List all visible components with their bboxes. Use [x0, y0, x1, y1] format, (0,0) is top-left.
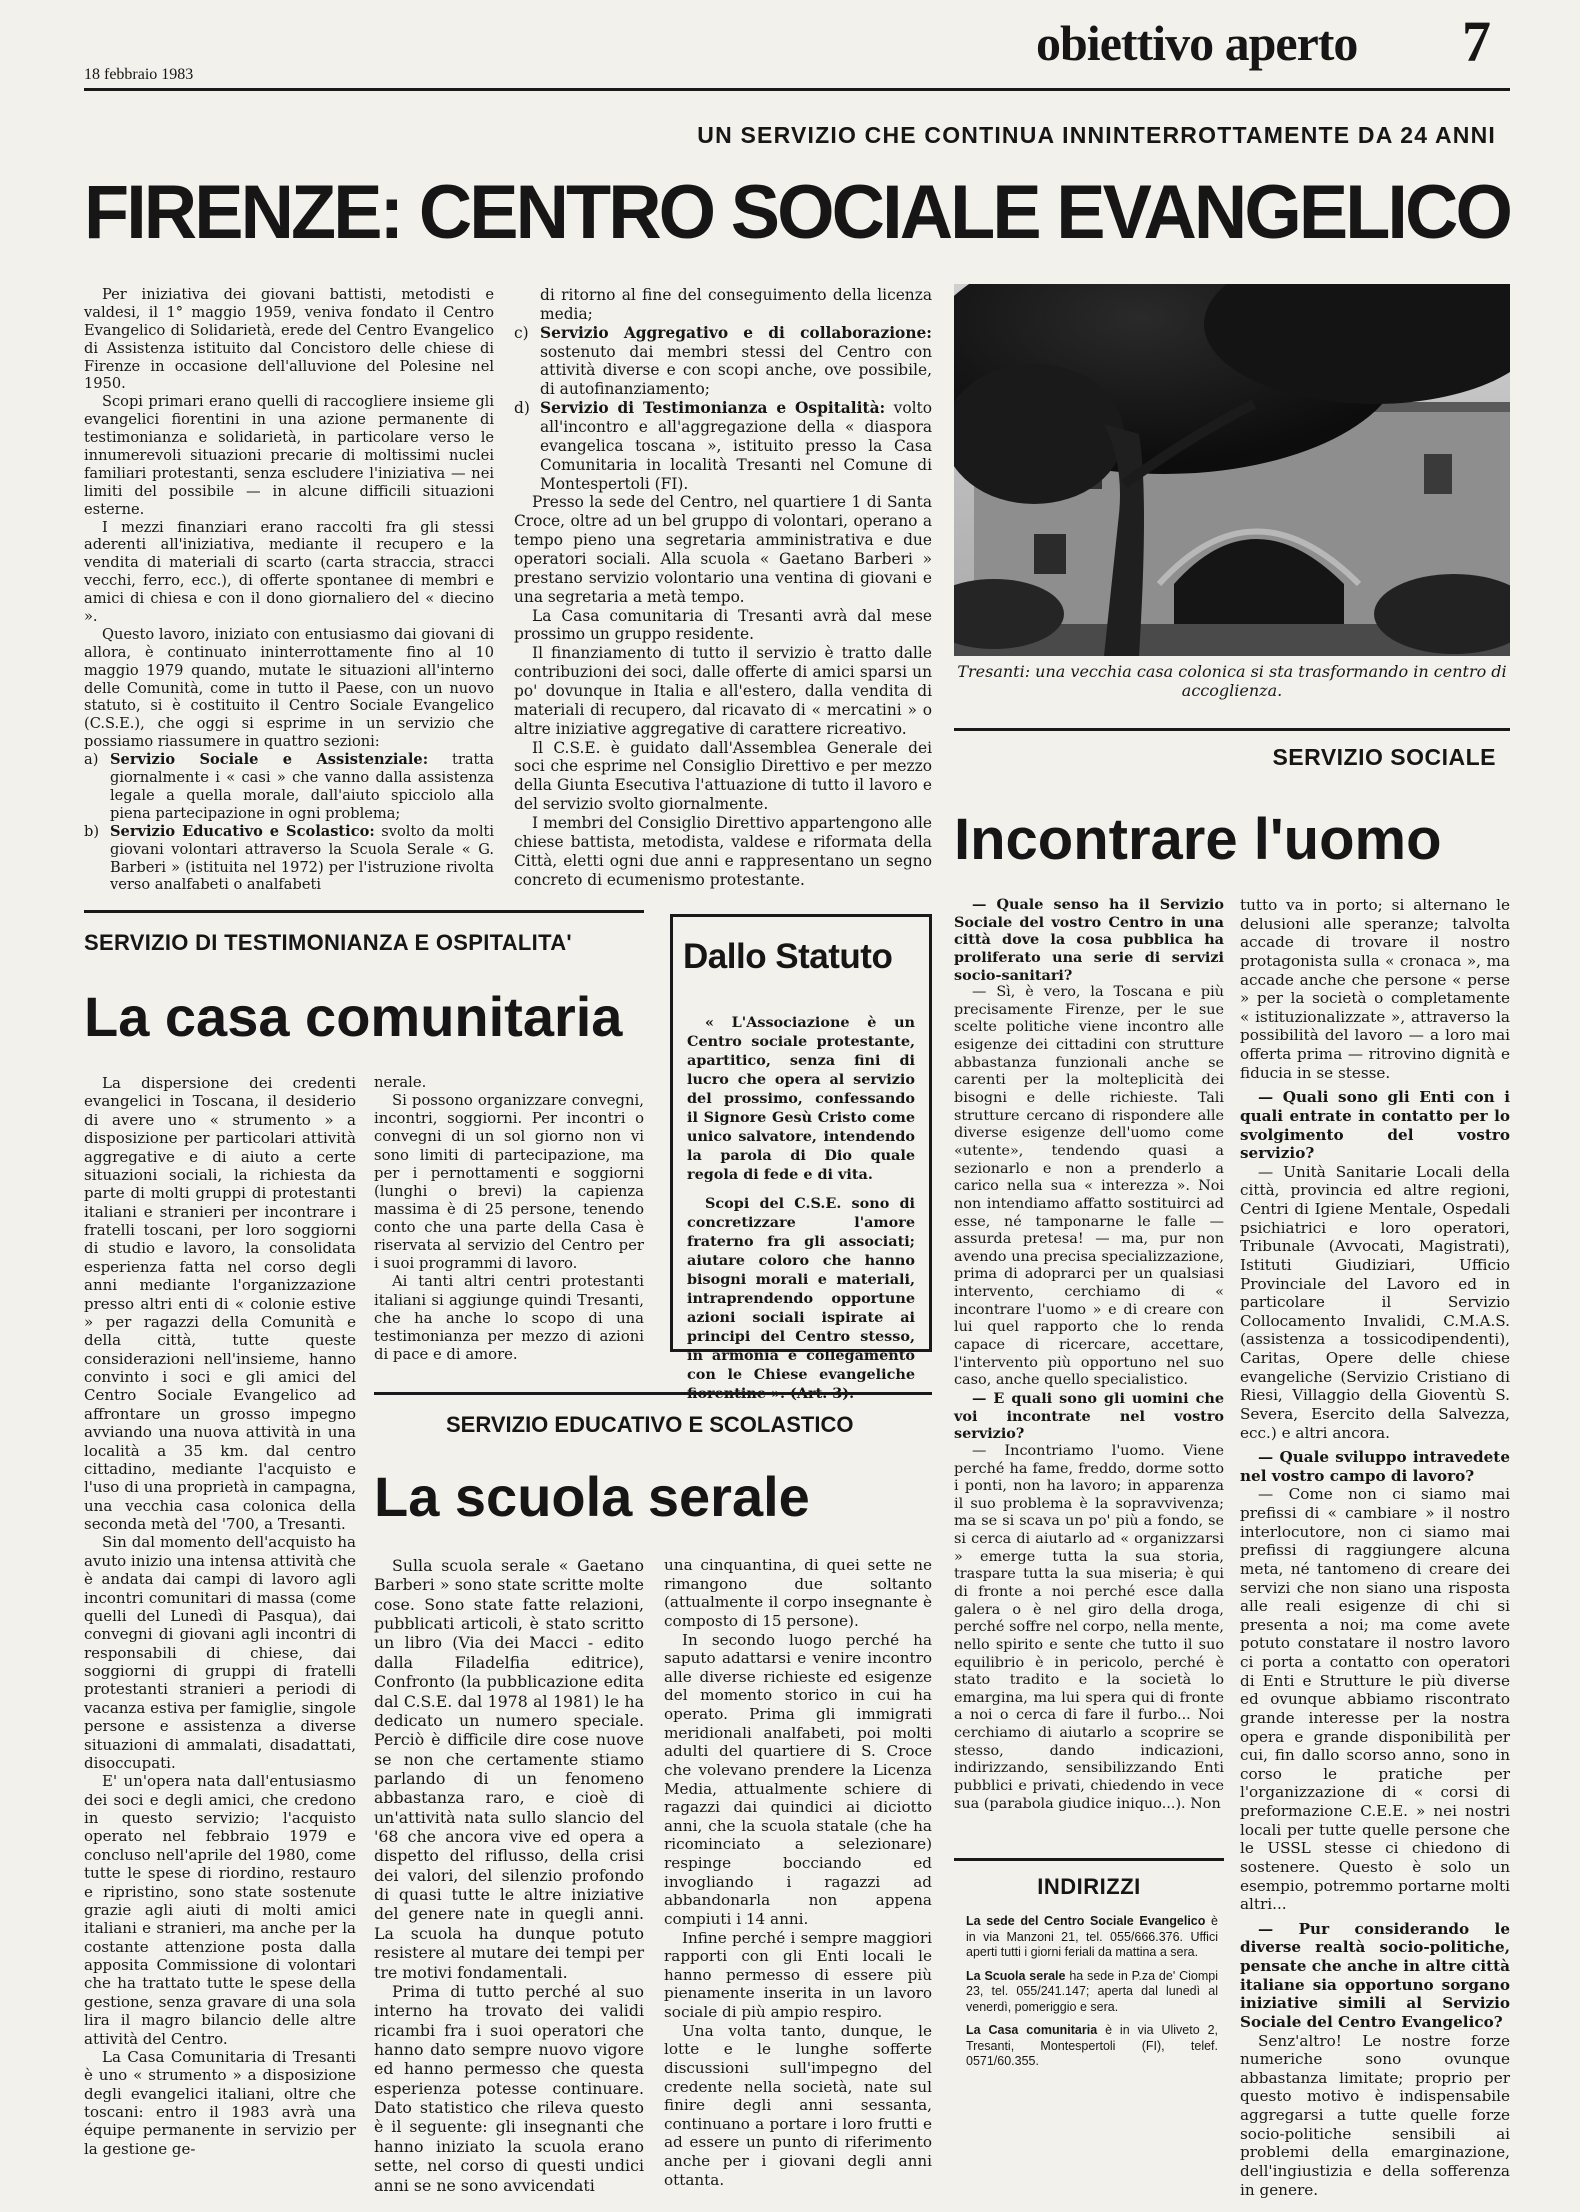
tresanti-photo: [954, 284, 1510, 656]
paragraph: I membri del Consiglio Direttivo appartengono alle chiese battista, metodista, valdese e riformata della Città, eletti ogni due anni e rappresentano un segno concreto di ecumenismo protestante.: [514, 814, 932, 889]
interview-question: — Quale senso ha il Servizio Sociale del vostro Centro in una città dove la cosa pubblica ha proliferato una serie di servizi socio-sanitari?: [954, 896, 1224, 984]
section-title: obiettivo aperto: [1036, 15, 1358, 71]
casa-title: La casa comunitaria: [84, 985, 623, 1048]
indirizzi-rule: [954, 1858, 1224, 1861]
paragraph: tutto va in porto; si alternano le delusioni alle speranze; talvolta accade di trovare il nostro protagonista sulla « cronaca », ma accade anche che persone « perse » per la società o completamente « istituzionalizzate », attraverso la possibilità del lavoro — a loro mai offerta prima — ritrovino dignità e fiducia in se stesse.: [1240, 896, 1510, 1082]
interview-answer: — Unità Sanitarie Locali della città, provincia ed altre regioni, Centri di Igiene Mentale, Ospedali psichiatrici e loro operatori, Tribunale (Avvocati, Magistrati), Istituti Giudiziari, Ufficio Provinciale del Lavoro ed in particolare il Servizio Collocamento Invalidi, C.M.A.S. (assistenza a tossicodipendenti), Caritas, Opere delle chiese evangeliche (Servizio Cristiano di Riesi, Villaggio della Gioventù S. Severa, Esercito della Salvezza, ecc.) e altri ancora.: [1240, 1162, 1510, 1442]
paragraph: Questo lavoro, iniziato con entusiasmo dai giovani di allora, è continuato ininterrottamente fino al 10 maggio 1979 quando, mutate le situazioni all'interno delle Comunità, come in tutto il Paese, con un nuovo statuto, si è costituito il Centro Sociale Evangelico (C.S.E.), che oggi si esprime in un servizio che possiamo riassumere in quattro sezioni:: [84, 625, 494, 751]
main-col-2: [514, 286, 932, 890]
casa-rule: [84, 910, 644, 913]
paragraph: E' un'opera nata dall'entusiasmo dei soci e degli amici, che credono in questo servizio; l'acquisto operato nel febbraio 1979 e concluso nell'aprile del 1980, come tutte le spese di riordino, restauro e ripristino, sono state sostenute grazie agli aiuti di molti amici italiani e stranieri, ma anche per la costante attenzione posta dalla apposita Commissione di volontari che ha trattato tutte le spese della gestione, senza gravare di una sola lira il magro bilancio delle altre attività del Centro.: [84, 1772, 356, 2048]
list-item: d) Servizio di Testimonianza e Ospitalità: volto all'incontro e all'aggregazione della « diaspora evangelica toscana », istituito presso la Casa Comunitaria in località Tresanti nel Comune di Montespertoli (FI).: [514, 399, 932, 493]
social-kicker: SERVIZIO SOCIALE: [1272, 744, 1496, 770]
paragraph: Ai tanti altri centri protestanti italiani si aggiunge quindi Tresanti, che ha anche lo scopo di una testimonianza per mezzo di azioni di pace e di amore.: [374, 1273, 644, 1363]
interview-question: — E quali sono gli uomini che voi incontrate nel vostro servizio?: [954, 1389, 1224, 1443]
paragraph: I mezzi finanziari erano raccolti fra gli stessi aderenti all'iniziativa, mediante il recupero e la vendita di materiali di scarto (carta straccia, stracci vecchi, ferro, ecc.), di offerte spontanee di membri e amici di chiesa e con il dono giornaliero del « diecino ».: [84, 518, 494, 626]
statuto-text: [687, 1013, 915, 1403]
interview-question: — Pur considerando le diverse realtà socio-politiche, pensate che anche in altre città italiane sia opportuno sorgano iniziative simili al Servizio Sociale del Centro Evangelico?: [1240, 1919, 1510, 2031]
paragraph: una cinquantina, di quei sette ne rimangono due soltanto (attualmente il corpo insegnante è composto di 15 persone).: [664, 1556, 932, 1630]
paragraph: La Casa comunitaria di Tresanti avrà dal mese prossimo un gruppo residente.: [514, 606, 932, 644]
address-item: La Casa comunitaria è in via Uliveto 2, Tresanti, Montespertoli (FI), telef. 0571/60.355.: [966, 2023, 1218, 2068]
paragraph: Si possono organizzare convegni, incontri, soggiorni. Per incontri o convegni di un sol giorno non vi sono limiti di partecipazione, ma per i pernottamenti e soggiorni (lunghi o brevi) la capienza massima è di 25 persone, tenendo conto che una parte della Casa è riservata al servizio del Centro per i suoi programmi di lavoro.: [374, 1092, 644, 1273]
paragraph: Il finanziamento di tutto il servizio è tratto dalle contribuzioni dei soci, dalle offerte di amici sparsi un po' dovunque in Italia e all'estero, dalla vendita di materiali di recupero, dal ricavato di « mercatini » o altre iniziative aggregative di carattere ricreativo.: [514, 644, 932, 738]
paragraph: « L'Associazione è un Centro sociale protestante, apartitico, senza fini di lucro che opera al servizio del prossimo, confessando il Signore Gesù Cristo come unico salvatore, intendendo la parola di Dio quale regola di fede e di vita.: [687, 1014, 915, 1183]
paragraph: Scopi del C.S.E. sono di concretizzare l'amore fraterno fra gli associati; aiutare coloro che hanno bisogni morali e materiali, intraprendendo opportune azioni sociali ispirate ai principi del Centro stesso, in armonia e collegamento con le Chiese evangeliche: [687, 1195, 915, 1383]
paragraph: Scopi primari erano quelli di raccogliere insieme gli evangelici fiorentini in una azione permanente di testimonianza e solidarietà, in particolare verso le innumerevoli situazioni precarie di moltissimi nuclei familiari protestanti, senza escludere l'iniziativa — nei limiti del possibile — in alcune difficili situazioni esterne.: [84, 393, 494, 518]
list-item: b) Servizio Educativo e Scolastico: svolto da molti giovani volontari attraverso la Scuola Serale « G. Barberi » (istituita nel 1972) per l'istruzione rivolta verso analfabeti o analfabeti: [84, 822, 495, 894]
interview-col-1: [954, 896, 1224, 1813]
scuola-col-1: [374, 1556, 644, 2195]
interview-question: — Quale sviluppo intravedete nel vostro campo di lavoro?: [1240, 1448, 1510, 1485]
paragraph: La Casa Comunitaria di Tresanti è uno « strumento » a disposizione degli evangelici italiani, oltre che toscani: entro il 1983 avrà una équipe permanente in servizio per la gestione ge-: [84, 2047, 356, 2158]
interview-col-2: [1240, 896, 1510, 2199]
farmhouse-photo-icon: [954, 284, 1510, 656]
main-title: FIRENZE: CENTRO SOCIALE EVANGELICO: [84, 170, 1510, 255]
casa-kicker: SERVIZIO DI TESTIMONIANZA E OSPITALITA': [84, 930, 572, 955]
main-kicker: UN SERVIZIO CHE CONTINUA INNINTERROTTAMENTE DA 24 ANNI: [697, 122, 1496, 148]
paragraph: di ritorno al fine del conseguimento della licenza media;: [540, 286, 932, 323]
paragraph: Sulla scuola serale « Gaetano Barberi » sono state scritte molte cose. Sono state fatte relazioni, pubblicati articoli, è stato scritto un libro (Via dei Macci - edito dalla Filadelfia editrice), Confronto (la pubblicazione edita dal C.S.E. dal 1978 al 1981) le ha dedicato un numero speciale. Perciò è difficile dire cose nuove se non che certamente stiamo parlando di un fenomeno abbastanza raro, e cioè di un'attività nata sullo slancio del '68 che ancora vive ed opera a dispetto del riflusso, della crisi dei valori, del silenzio profondo di quasi tutte le altre iniziative del genere nate in quegli anni. La scuola ha dunque potuto resistere al mutare dei tempi per tre motivi fondamentali.: [374, 1556, 644, 1982]
scuola-kicker: SERVIZIO EDUCATIVO E SCOLASTICO: [446, 1412, 854, 1437]
indirizzi-title: INDIRIZZI: [1037, 1874, 1141, 1899]
casa-col-2: [374, 1074, 644, 1364]
address-item: La Scuola serale ha sede in P.za de' Ciompi 23, tel. 055/241.147; aperta dal lunedì al venerdì, pomeriggio e sera.: [966, 1968, 1218, 2014]
paragraph: Presso la sede del Centro, nel quartiere 1 di Santa Croce, oltre ad un bel gruppo di volontari, operano a tempo pieno una segretaria amministrativa e due operatori sociali. Alla scuola « Gaetano Barberi » prestano servizio volontario una ventina di giovani e una segretaria a metà tempo.: [514, 493, 932, 606]
statuto-box: [670, 914, 932, 1383]
interview-answer: — Come non ci siamo mai prefissi di « cambiare » il nostro interlocutore, non ci siamo mai prefissi di raggiungere alcuna meta, né tantomeno di creare dei servizi che non siano una risposta alle reali esigenze di chi si presenta a noi; ma come avete potuto constatare il nostro lavoro ci porta a contatto con operatori di Enti e Strutture le più diverse ed ovunque abbiamo riscontrato grande interesse per la nostra opera e grande disponibilità per cui, fin dallo scorso anno, sono in corso le pratiche per l'organizzazione di « corsi di preformazione C.E.E. » nei nostri locali per tutte quelle persone che le USSL stesse ci chiedono di sostenere. Questo è solo un esempio, potremmo portarne molti altri...: [1240, 1485, 1510, 1914]
interview-answer: — Sì, è vero, la Toscana e più precisamente Firenze, per le sue scelte politiche viene incontro alle esigenze dei cittadini con strutture abbastanza funzionali anche se carenti per la molteplicità dei bisogni e delle richieste. Tali strutture cercano di rispondere alle diverse esigenze dell'uomo come «utente», tendendo quasi a sezionarlo e non a prenderlo a carico nella sua « interezza ». Noi non intendiamo affatto sostituirci ad esse, né tamponarne le falle — assurda pretesa! — ma, pur non avendo una precisa specializzazione, prima di adoprarci per un qualsiasi intervento, cerchiamo di « incontrare l'uomo » e di creare con lui quel rapporto che lo renda capace di ricercare, accettare, l'intervento più opportuno nel suo caso, anche quello specialistico.: [954, 984, 1224, 1389]
social-rule: [954, 728, 1510, 731]
masthead-rule: [84, 88, 1510, 91]
paragraph: Prima di tutto perché al suo interno ha trovato dei validi ricambi fra i suoi operatori che hanno dato sempre nuovo vigore ed hanno permesso che questa esperienza potesse continuare. Dato statistico che rileva questo è il seguente: gli insegnanti che hanno iniziato la scuola erano sette, nel corso di questi undici anni se ne sono avvicendati: [374, 1981, 644, 2195]
scuola-rule: [374, 1392, 932, 1395]
interview-title: Incontrare l'uomo: [954, 807, 1442, 872]
address-item: La sede del Centro Sociale Evangelico è in via Manzoni 21, tel. 055/666.376. Uffici aperti tutti i giorni feriali da mattina a sera.: [966, 1914, 1218, 1959]
list-item: c) Servizio Aggregativo e di collaborazione: sostenuto dai membri stessi del Centro con attività diverse e con scopi anche, ove possibile, di autofinanziamento;: [514, 323, 932, 399]
main-col-1: [84, 286, 494, 894]
indirizzi-list: [966, 1914, 1218, 2078]
interview-answer: — Incontriamo l'uomo. Viene perché ha fame, freddo, dorme sotto i ponti, non ha lavoro; in apparenza il suo problema è la sopravvivenza; ma se si scava un po' più a fondo, se si cerca di aiutarlo ad « organizzarsi » emerge tutta la sua storia, traspare tutta la sua miseria; è qui di fronte a noi perché esce dalla galera o è nel giro della droga, perché soffre nel corpo, nella mente, nello spirito e sente che tutto il suo equilibrio è in pericolo, perché è stato tradito e la società lo emargina, ma lui spera qui di fronte a noi o cerca di fare il furbo... Noi cerchiamo di aiutarlo a scoprire se stesso, dando indicazioni, indirizzando, sensibilizzando Enti pubblici e privati, chiedendo in vece sua (parabola giudice iniquo...). Non: [954, 1442, 1224, 1812]
photo-caption: Tresanti: una vecchia casa colonica si sta trasformando in centro di accoglienza.: [957, 662, 1507, 700]
paragraph: Sin dal momento dell'acquisto ha avuto inizio una intensa attività che è andata dai campi di lavoro agli incontri comunitari di massa (come quelli del Lunedì di Pasqua), dai convegni di giovani agli incontri di responsabili di chiese, dai soggiorni di gruppi di fratelli protestanti stranieri a periodi di vacanza estiva per famiglie, singole persone e assistenza a diverse situazioni di ammalati, disadattati, disoccupati.: [84, 1533, 356, 1772]
statuto-title: Dallo Statuto: [683, 937, 893, 976]
casa-col-1: [84, 1074, 356, 2158]
paragraph: nerale.: [374, 1074, 427, 1091]
scuola-col-2: [664, 1556, 932, 2189]
paragraph: La dispersione dei credenti evangelici in Toscana, il desiderio di avere uno « strumento » a disposizione per particolari attività aggregative e di aiuto a certe situazioni sociali, la richiesta da parte di molti gruppi di protestanti italiani e stranieri per incontrare i fratelli toscani, per loro soggiorni di studio e lavoro, la consolidata esperienza fatta nel corso degli anni mediante l'organizzazione presso altri enti di « colonie estive » per ragazzi della Comunità e della città, tutte queste considerazioni nell'insieme, hanno convinto i soci e gli amici del Centro Sociale Evangelico ad affrontare un grosso impegno avviando una nuova attività in una località a 35 km. dal centro cittadino, mediante l'acquisto e l'uso di una proprietà in campagna, una vecchia casa colonica della seconda metà del '700, a Tresanti.: [84, 1074, 356, 1533]
paragraph: In secondo luogo perché ha saputo adattarsi e venire incontro alle diverse richieste ed esigenze del momento storico in cui ha operato. Prima gli immigrati meridionali analfabeti, poi molti adulti del quartiere di S. Croce che volevano prendere la Licenza Media, attualmente schiere di ragazzi dai quindici ai diciotto anni, che la scuola statale (che ha ricominciato a selezionare) respinge bocciando ed invogliando i ragazzi ad abbandonarla non appena compiuti i 14 anni.: [664, 1630, 932, 1928]
page-date: 18 febbraio 1983: [84, 66, 194, 83]
scuola-title: La scuola serale: [374, 1465, 810, 1528]
interview-answer: Senz'altro! Le nostre forze numeriche sono ovunque abbastanza limitate; proprio per questo motivo è indispensabile aggregarsi a tutte quelle forze socio-politiche sensibili ai problemi della emarginazione, dell'ingiustizia e della sofferenza in genere.: [1240, 2031, 1510, 2199]
paragraph: Per iniziativa dei giovani battisti, metodisti e valdesi, il 1° maggio 1959, veniva fondato il Centro Evangelico di Solidarietà, erede del Centro Evangelico di Assistenza istituito dal Concistoro delle chiese di Firenze in occasione dell'alluvione del Polesine nel 1950.: [84, 286, 494, 393]
list-item: a) Servizio Sociale e Assistenziale: tratta giornalmente i « casi » che vanno dalla assistenza legale a quella morale, dall'aiuto spicciolo alla piena partecipazione in ogni problema;: [84, 751, 494, 822]
paragraph: Una volta tanto, dunque, le lotte e le lunghe sofferte discussioni sull'impegno del credente nella società, nate sul finire degli anni sessanta, continuano a portare i loro frutti e ad essere un punto di riferimento anche per i giovani degli anni ottanta.: [664, 2021, 932, 2189]
paragraph: Infine perché i sempre maggiori rapporti con gli Enti locali le hanno permesso di essere più pienamente inserita in un lavoro sociale di più ampio respiro.: [664, 1928, 932, 2021]
paragraph: Il C.S.E. è guidato dall'Assemblea Generale dei soci che esprime nel Consiglio Direttivo e per mezzo della Giunta Esecutiva l'attuazione di tutto il lavoro e del servizio svolto giornalmente.: [514, 738, 932, 814]
interview-question: — Quali sono gli Enti con i quali entrate in contatto per lo svolgimento del vostro servizio?: [1240, 1088, 1510, 1163]
page-number: 7: [1462, 9, 1491, 74]
